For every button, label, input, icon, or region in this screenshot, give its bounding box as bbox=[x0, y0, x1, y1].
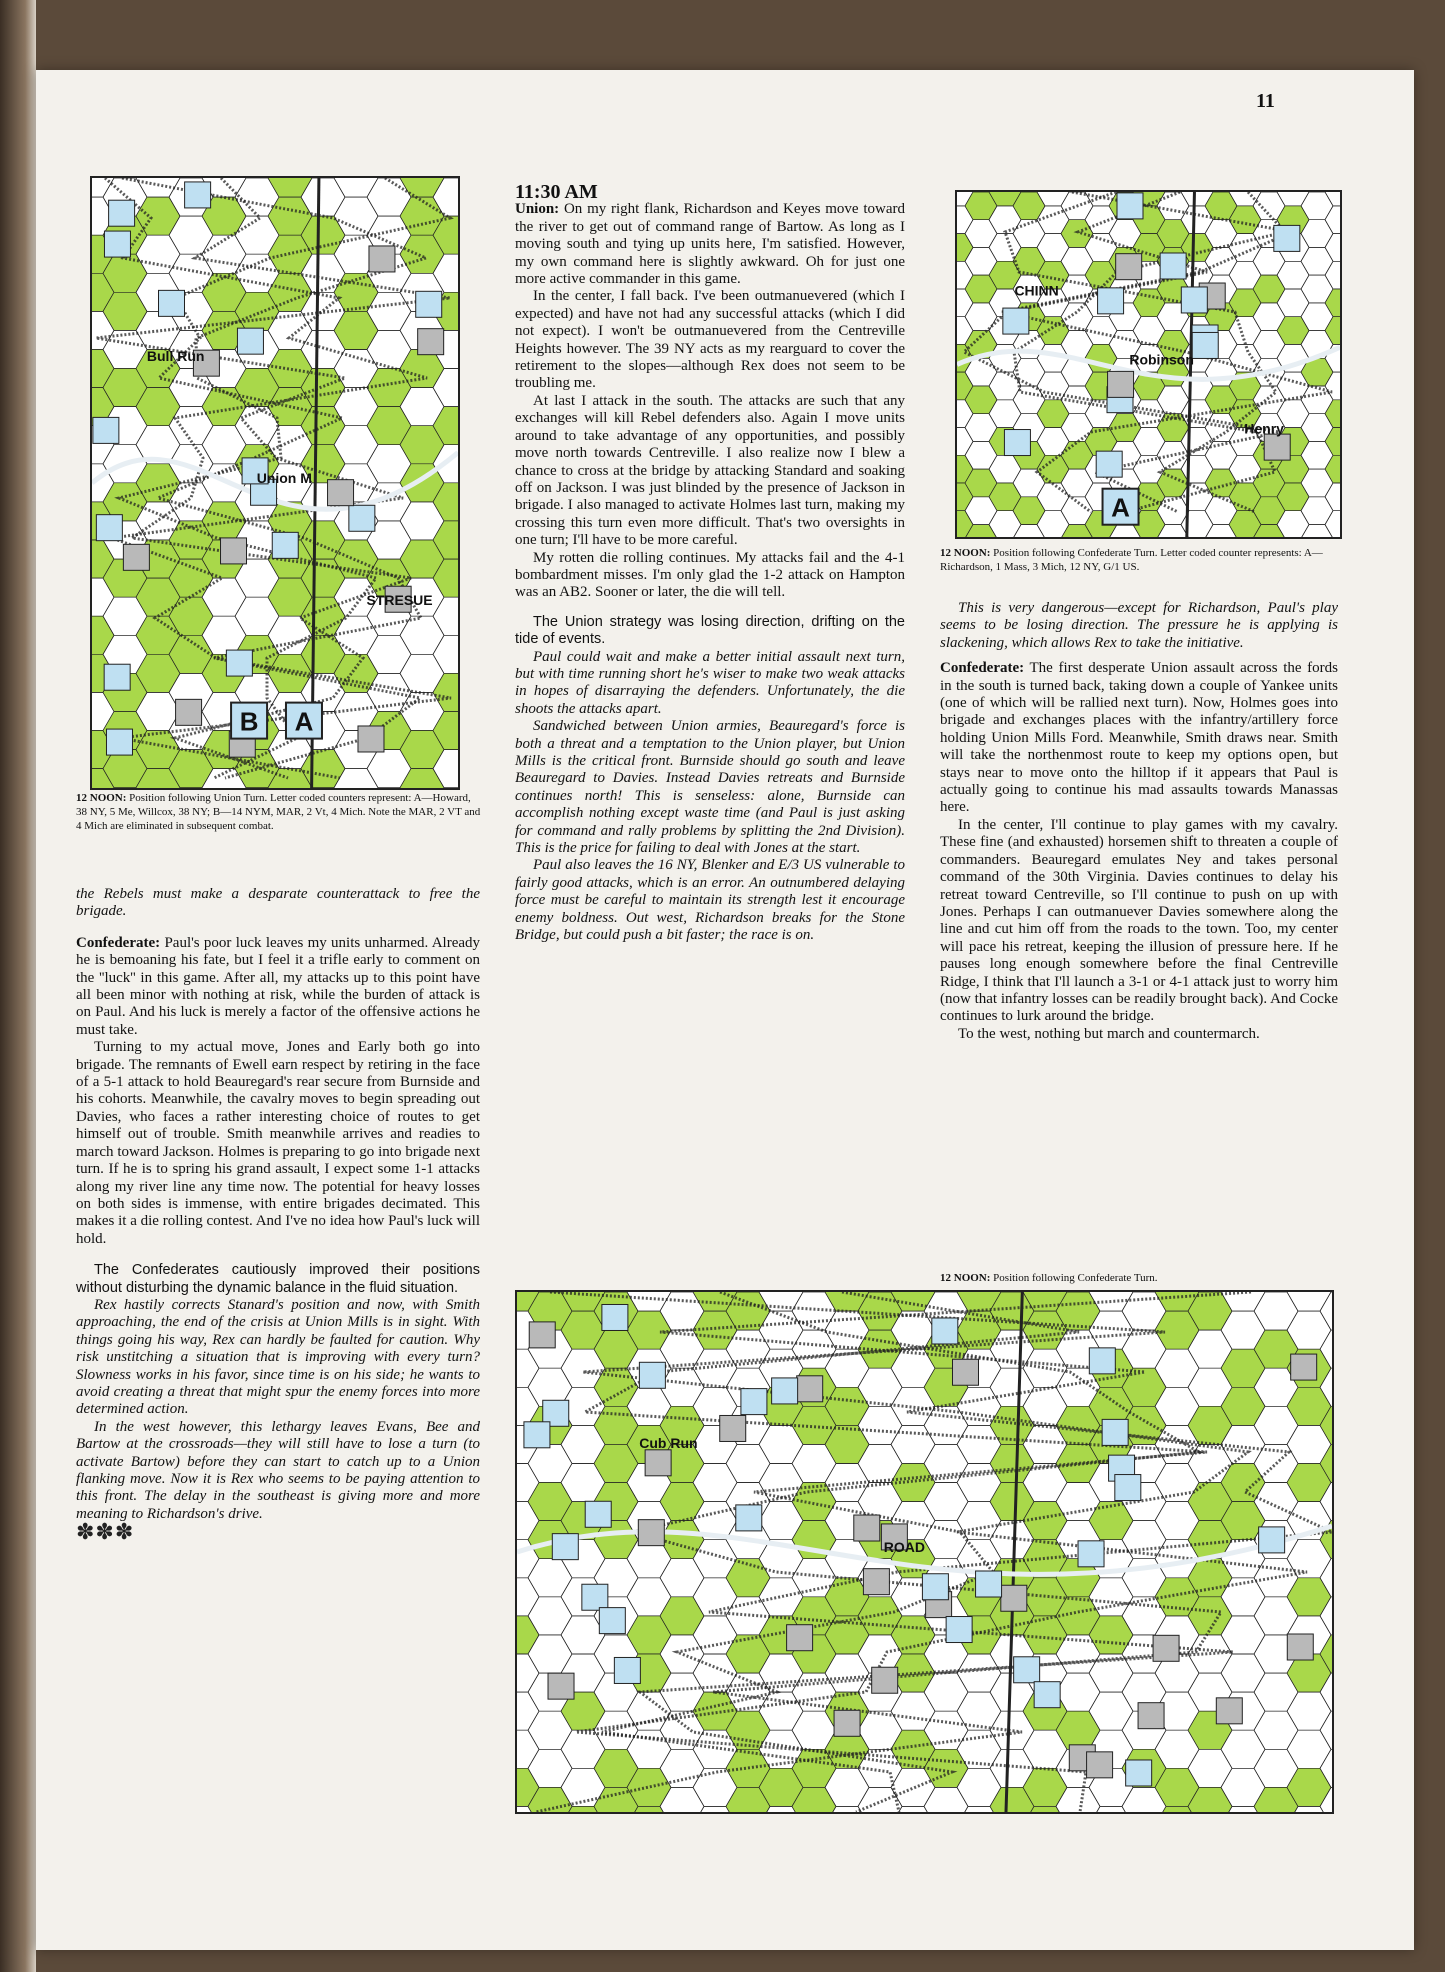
unit-counter bbox=[529, 1322, 555, 1348]
unit-counter bbox=[1004, 430, 1030, 456]
unit-counter bbox=[1259, 1527, 1285, 1553]
unit-counter bbox=[328, 480, 354, 506]
unit-counter bbox=[645, 1450, 671, 1476]
col3-para-2: In the center, I'll continue to play games with my cavalry. These fine (and exhausted) horsemen shift to threaten a couple of commanders. Beauregard emulates Ney and takes personal command of the 30th Virginia. Davies continues to delay his retreat toward Centreville, so I'll continue to push on up with Jones. Perhaps I can outmanuever Davies somewhere along the line and cut him off from the roads to the town. Too, my center will pace his retreat, keeping the illusion of pressure here. If he pauses long enough somewhere before the final Centreville Ridge, I think that I'll launch a 3-1 or 4-1 attack just to worry him (now that infantry losses can be readily brought back). And Cocke continues to lurk around the bridge. bbox=[940, 816, 1338, 1025]
column-1 bbox=[76, 886, 481, 1545]
unit-counter bbox=[1034, 1682, 1060, 1708]
unit-counter bbox=[524, 1422, 550, 1448]
unit-counter bbox=[176, 699, 202, 725]
unit-counter bbox=[736, 1505, 762, 1531]
unit-counter bbox=[834, 1710, 860, 1736]
unit-counter bbox=[946, 1617, 972, 1643]
unit-counter bbox=[1096, 451, 1122, 477]
unit-counter bbox=[123, 544, 149, 570]
col2-italic-1: Paul could wait and make a better initial assault next turn, but with time running short he's wiser to make two weak attacks in hopes of disarraying the defenders. Unfortunately, the die shoots the attacks apart. bbox=[515, 648, 905, 717]
col3-italic-1: This is very dangerous—except for Richardson, Paul's play seems to be losing direction. The pressure he is applying is slackening, which allows Rex to take the initiative. bbox=[940, 600, 1338, 651]
col1-para-2: Turning to my actual move, Jones and Early both go into brigade. The remnants of Ewell earn respect by retiring in the face of a 5-1 attack to hold Beauregard's rear secure from Burnside and his cohorts. Meanwhile, the cavalry moves to begin spreading out Davies, who faces a rather interesting choice of routes to get himself out of trouble. Smith meanwhile arrives and readies to march toward Jackson. Holmes is preparing to go into brigade next turn. If he is to spring his grand assault, I expect some 1-1 attacks along my river line any time now. The potential for heavy losses on both sides is immense, with entire brigades decimated. This makes it a die rolling contest. And I've no idea how Paul's luck will hold. bbox=[76, 1039, 480, 1247]
unit-counter bbox=[418, 329, 444, 355]
unit-counter bbox=[872, 1667, 898, 1693]
unit-counter bbox=[614, 1657, 640, 1683]
page-binding bbox=[0, 0, 36, 1972]
col3-confederate-para: Confederate: The first desperate Union assault across the fords in the south is turned back, taking down a couple of Yankee units (one of which will be rallied next turn). Now, Holmes goes into brigade and exchanges places with the infantry/artillery force holding Union Mills Ford. Meanwhile, Smith draws near. Smith will take the northenmost route to keep my options open, but stays near to move onto the hilltop if it appears that Paul is actually going to continue his mad assaults towards Manassas here. bbox=[940, 660, 1339, 816]
unit-counter bbox=[787, 1625, 813, 1651]
col1-editor-note: The Confederates cautiously improved their positions without disturbing the dynamic balance in the fluid situation. bbox=[76, 1262, 480, 1296]
unit-counter bbox=[1089, 1348, 1115, 1374]
unit-counter bbox=[159, 290, 185, 316]
map-label: Bull Run bbox=[146, 348, 205, 364]
end-mark: ✽✽✽ bbox=[76, 1519, 135, 1545]
letter-marker-label: B bbox=[239, 706, 259, 737]
unit-counter bbox=[1102, 1419, 1128, 1445]
map-label: Cub Run bbox=[639, 1435, 698, 1451]
unit-counter bbox=[585, 1501, 611, 1527]
unit-counter bbox=[638, 1520, 664, 1546]
unit-counter bbox=[952, 1359, 978, 1385]
unit-counter bbox=[1160, 253, 1186, 279]
unit-counter bbox=[552, 1534, 578, 1560]
page-number: 11 bbox=[1256, 90, 1275, 112]
col2-para-3: At last I attack in the south. The attacks are such that any exchanges will kill Rebel defenders also. Again I move units around to take advantage of any opportunities, and possibly move north towards Centreville. I also realize now I blew a chance to cross at the bridge by attacking Standard and soaking off on Jackson. I was just blinded by the presence of Jackson in brigade. I also managed to activate Holmes last turn, making my crossing this turn even more difficult. That's two oversights in one turn; I'll have to be more careful. bbox=[515, 392, 905, 549]
unit-counter bbox=[237, 328, 263, 354]
col2-editor-note: The Union strategy was losing direction, drifting on the tide of events. bbox=[515, 613, 905, 648]
col1-confederate-para: Confederate: Paul's poor luck leaves my units unharmed. Already he is bemoaning his fate, but I feel it a trifle early to comment on the ''luck'' in this game. After all, my attacks up to this point have all been minor with nothing at risk, while the burden of attack is on Paul. And his luck is merely a factor of the offensive actions he must take. bbox=[76, 934, 481, 1038]
unit-counter bbox=[932, 1318, 958, 1344]
hex-map-2 bbox=[957, 192, 1340, 537]
col2-para-2: In the center, I fall back. I've been outmanuevered (which I expected) and have not had any successful attacks (which I did not expect). I won't be outmanuevered from the Centreville Heights however. The 39 NY acts as my rearguard to cover the retirement to the slopes—although Rex does not seem to be troubling me. bbox=[515, 288, 905, 392]
unit-counter bbox=[96, 515, 122, 541]
unit-counter bbox=[1291, 1354, 1317, 1380]
unit-counter bbox=[1264, 434, 1290, 460]
unit-counter bbox=[1181, 287, 1207, 313]
unit-counter bbox=[349, 505, 375, 531]
unit-counter bbox=[1001, 1585, 1027, 1611]
map-label: CHINN bbox=[1014, 282, 1059, 299]
unit-counter bbox=[1014, 1657, 1040, 1683]
unit-counter bbox=[185, 182, 211, 208]
map-confederate-turn bbox=[955, 190, 1342, 539]
map3-caption: 12 NOON: Position following Confederate Turn. bbox=[940, 1272, 1158, 1284]
unit-counter bbox=[599, 1608, 625, 1634]
unit-counter bbox=[772, 1378, 798, 1404]
col2-italic-3: Paul also leaves the 16 NY, Blenker and E/3 US vulnerable to fairly good attacks, which is an error. An outnumbered delaying force must be careful to maintain its strength lest it encourage enemy boldness. Out west, Richardson breaks for the Stone Bridge, but could push a bit faster; the race is on. bbox=[515, 857, 905, 944]
unit-counter bbox=[1126, 1760, 1152, 1786]
col3-para-3: To the west, nothing but march and countermarch. bbox=[958, 1025, 1260, 1042]
unit-counter bbox=[93, 417, 119, 443]
map-label: STRESUE bbox=[366, 592, 433, 608]
unit-counter bbox=[358, 726, 384, 752]
col2-italic-2: Sandwiched between Union armies, Beauregard's force is both a threat and a temptation to the Union player, but Union Mills is the critical front. Burnside should go south and leave Beauregard to Davies. Instead Davies retreats and Burnside continues north! This is senseless: alone, Burnside can accomplish nothing except waste time (and Paul is just asking for command and rally problems by splitting the 2nd Division). This is the price for failing to deal with Jones at the start. bbox=[515, 718, 905, 857]
map-union-turn bbox=[90, 176, 460, 790]
letter-marker-label: A bbox=[1111, 492, 1130, 523]
col1-italic-2: In the west however, this lethargy leaves Evans, Bee and Bartow at the crossroads—they will still have to lose a turn (to activate Bartow) before they can start to catch up to a Union flanking move. Now it is Rex who seems to be paying attention to this front. The delay in the southeast is giving more and more meaning to Richardson's drive. bbox=[76, 1418, 480, 1522]
unit-counter bbox=[1116, 254, 1142, 280]
map1-caption: 12 NOON: Position following Union Turn. Letter coded counters represent: A—Howard, 38 NY, 5 Me, Willcox, 38 NY; B—14 NYM, MAR, 2 Vt, 4 Mich. Note the MAR, 2 VT and 4 Mich are eliminated in subsequent combat. bbox=[76, 792, 481, 832]
unit-counter bbox=[797, 1376, 823, 1402]
letter-marker-label: A bbox=[294, 706, 314, 737]
map-confederate-turn-large bbox=[515, 1290, 1334, 1814]
col1-italic-1: Rex hastily corrects Stanard's position and now, with Smith approaching, the end of the crisis at Union Mills is in sight. With things going his way, Rex can hardly be faulted for caution. Why risk unstitching a situation that is improving with every turn? Slowness works in his favor, since time is on his side; he wants to avoid creating a threat that might spur the enemy forces into more determined action. bbox=[76, 1296, 480, 1418]
hex-map-3 bbox=[517, 1292, 1332, 1812]
unit-counter bbox=[1117, 193, 1143, 219]
unit-counter bbox=[976, 1571, 1002, 1597]
hex-map-1 bbox=[92, 178, 458, 788]
column-3 bbox=[940, 600, 1338, 1043]
unit-counter bbox=[639, 1362, 665, 1388]
unit-counter bbox=[221, 538, 247, 564]
unit-counter bbox=[1098, 288, 1124, 314]
unit-counter bbox=[863, 1569, 889, 1595]
map-label: Robinson bbox=[1129, 351, 1194, 368]
column-2 bbox=[515, 181, 906, 944]
unit-counter bbox=[1216, 1698, 1242, 1724]
unit-counter bbox=[1287, 1634, 1313, 1660]
unit-counter bbox=[272, 532, 298, 558]
unit-counter bbox=[106, 729, 132, 755]
unit-counter bbox=[416, 291, 442, 317]
col2-para-4: My rotten die rolling continues. My attacks fail and the 4-1 bombardment misses. I'm only glad the 1-2 attack on Hampton was an AB2. Sooner or later, the die will tell. bbox=[515, 549, 905, 601]
map2-caption: 12 NOON: Position following Confederate Turn. Letter coded counter represents: A—Richardson, 1 Mass, 3 Mich, 12 NY, G/1 US. bbox=[940, 547, 1323, 573]
unit-counter bbox=[1138, 1703, 1164, 1729]
unit-counter bbox=[109, 200, 135, 226]
col1-lead: the Rebels must make a desparate counterattack to free the brigade. bbox=[76, 886, 480, 920]
unit-counter bbox=[226, 650, 252, 676]
unit-counter bbox=[602, 1304, 628, 1330]
unit-counter bbox=[1274, 225, 1300, 251]
unit-counter bbox=[104, 231, 130, 257]
unit-counter bbox=[1087, 1752, 1113, 1778]
unit-counter bbox=[922, 1574, 948, 1600]
col2-union-para: Union: On my right flank, Richardson and Keyes move toward the river to get out of command range of Bartow. As long as I moving south and tying up units here, I'm satisfied. However, my own command here is slightly awkward. Oh for just one more active commander in this game. bbox=[515, 201, 906, 288]
unit-counter bbox=[720, 1415, 746, 1441]
map-label: Henry bbox=[1244, 420, 1284, 437]
unit-counter bbox=[548, 1673, 574, 1699]
unit-counter bbox=[582, 1584, 608, 1610]
unit-counter bbox=[854, 1515, 880, 1541]
unit-counter bbox=[1115, 1475, 1141, 1501]
unit-counter bbox=[104, 664, 130, 690]
map-label: ROAD bbox=[883, 1539, 925, 1555]
unit-counter bbox=[741, 1389, 767, 1415]
map-label: Union M bbox=[256, 470, 312, 486]
unit-counter bbox=[1153, 1635, 1179, 1661]
time-heading: 11:30 AM bbox=[515, 181, 598, 203]
unit-counter bbox=[1108, 371, 1134, 397]
unit-counter bbox=[369, 246, 395, 272]
unit-counter bbox=[1003, 308, 1029, 334]
unit-counter bbox=[1078, 1541, 1104, 1567]
unit-counter bbox=[1192, 332, 1218, 358]
